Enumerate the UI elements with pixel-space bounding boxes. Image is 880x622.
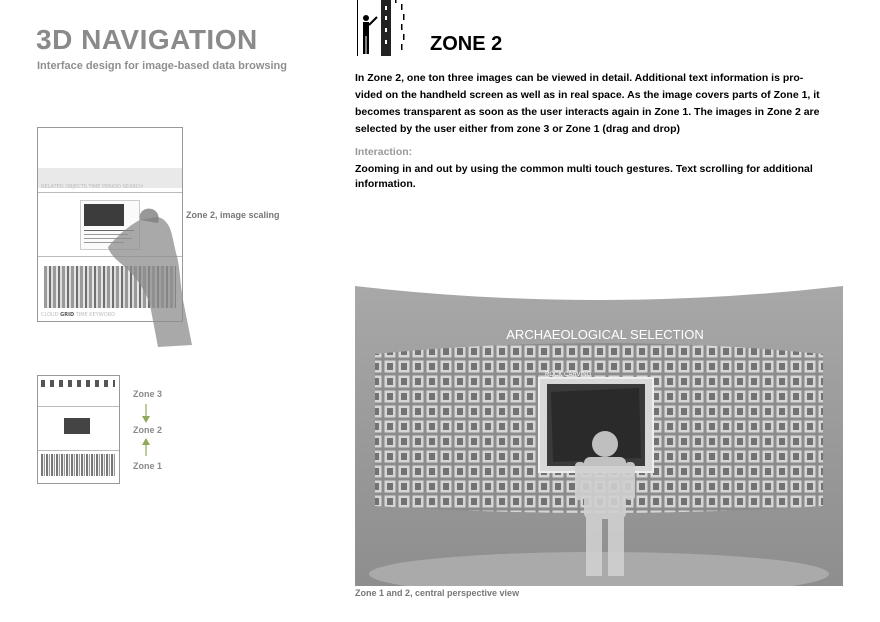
caption-image-scaling: Zone 2, image scaling: [186, 210, 280, 220]
zone2-image: [64, 418, 90, 434]
zone-pictogram-icon: [355, 0, 415, 58]
zone-arrows: [140, 402, 152, 458]
handheld-top-menu: RELATED OBJECTS TIME PERIOD SEARCH: [41, 184, 143, 190]
caption-perspective-view: Zone 1 and 2, central perspective view: [355, 588, 520, 598]
arrow-down-icon: [142, 416, 150, 423]
interaction-description: Zooming in and out by using the common multi touch gestures. Text scrolling for additional information.: [355, 163, 813, 190]
label-zone3: Zone 3: [133, 389, 163, 399]
page-subtitle: Interface design for image-based data browsing: [37, 60, 287, 72]
page-title: 3D NAVIGATION: [36, 24, 258, 55]
hall-title: ARCHAEOLOGICAL SELECTION: [506, 327, 704, 342]
handheld-mockup-zones: [37, 375, 120, 484]
zone-description: In Zone 2, one ton three images can be viewed in detail. Additional text information is pro- vided on the handheld screen as well as in real space. As the image covers parts of Zone 1, it becomes transparent as soon as the user interacts again in Zone 1. The images in Zone 2 are selected by the user either from zone 3 or Zone 1 (drag and drop): [355, 72, 820, 135]
zoomed-image-label: ROCK CARVING: [545, 372, 592, 378]
zone1-grid: [41, 454, 115, 476]
handheld-bottom-menu: CLOUD GRID TIME KEYWORD: [41, 312, 115, 318]
interaction-label: Interaction:: [355, 146, 413, 158]
label-zone1: Zone 1: [133, 461, 163, 471]
zone3-thumbnails: [41, 380, 115, 387]
label-zone2: Zone 2: [133, 425, 163, 435]
arrow-up-icon: [142, 438, 150, 445]
divider: [38, 192, 182, 193]
zone-title: ZONE 2: [430, 33, 503, 55]
